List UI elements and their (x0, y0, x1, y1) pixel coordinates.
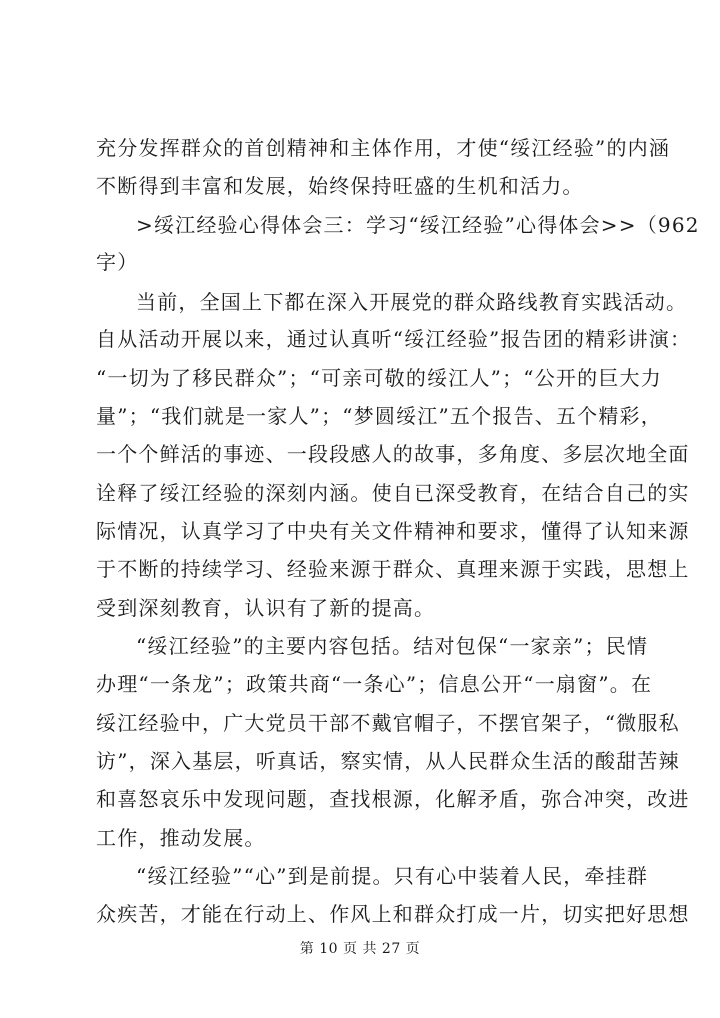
text-line: 受到深刻教育，认识有了新的提高。 (96, 596, 436, 620)
section-heading-line: 字） (96, 250, 139, 274)
text-line: 众疾苦，才能在行动上、作风上和群众打成一片，切实把好思想 (96, 902, 690, 926)
text-line: 办理“一条龙”；政策共商“一条心”；信息公开“一扇窗”。在 (96, 672, 653, 696)
page-number-footer: 第 10 页 共 27 页 (299, 941, 421, 957)
text-line: 绥江经验中，广大党员干部不戴官帽子，不摆官架子，“微服私 (96, 711, 680, 735)
text-line: 于不断的持续学习、经验来源于群众、真理来源于实践，思想上 (96, 557, 690, 581)
text-line: 量”；“我们就是一家人”；“梦圆绥江”五个报告、五个精彩， (96, 404, 662, 428)
paragraph-start-line: “绥江经验”“心”到是前提。只有心中装着人民，牵挂群 (136, 864, 649, 888)
text-line: 充分发挥群众的首创精神和主体作用，才使“绥江经验”的内涵 (96, 136, 671, 160)
text-line: 一个个鲜活的事迹、一段段感人的故事，多角度、多层次地全面 (96, 442, 690, 466)
paragraph-start-line: 当前，全国上下都在深入开展党的群众路线教育实践活动。 (136, 290, 688, 314)
text-line: “一切为了移民群众”；“可亲可敬的绥江人”；“公开的巨大力 (96, 366, 662, 390)
section-heading-line: >绥江经验心得体会三：学习“绥江经验”心得体会>>（962 (136, 213, 700, 237)
text-line: 际情况，认真学习了中央有关文件精神和要求，懂得了认知来源 (96, 519, 690, 543)
text-line: 访”，深入基层，听真话，察实情，从人民群众生活的酸甜苦辣 (96, 749, 680, 773)
text-line: 工作，推动发展。 (96, 826, 266, 850)
text-line: 诠释了绥江经验的深刻内涵。使自已深受教育，在结合自己的实 (96, 481, 690, 505)
paragraph-start-line: “绥江经验”的主要内容包括。结对包保“一家亲”；民情 (136, 634, 649, 658)
text-line: 不断得到丰富和发展，始终保持旺盛的生机和活力。 (96, 174, 584, 198)
text-line: 和喜怒哀乐中发现问题，查找根源，化解矛盾，弥合冲突，改进 (96, 787, 690, 811)
text-line: 自从活动开展以来，通过认真听“绥江经验”报告团的精彩讲演： (96, 327, 692, 351)
